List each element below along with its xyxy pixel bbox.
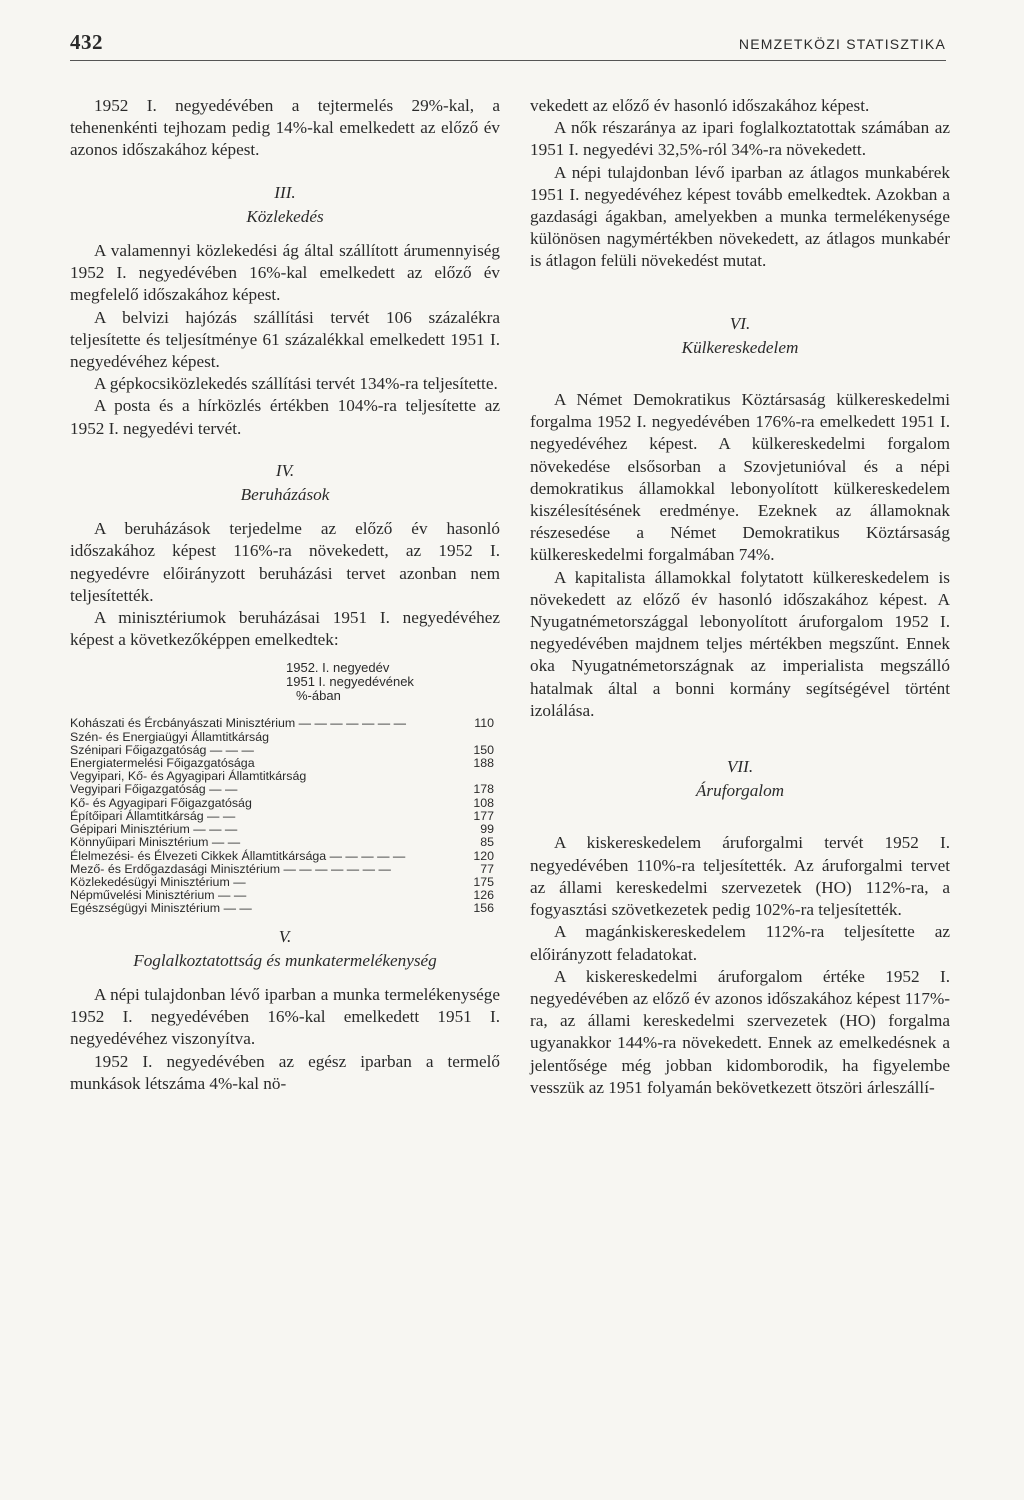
paragraph: A magánkiskereskedelem 112%-ra teljesítette az előirányzott feladatokat.: [530, 922, 950, 964]
paragraph: A nők részaránya az ipari foglalkoztatottak számában az 1951 I. negyedévi 32,5%-ról 34%-ra növekedett.: [530, 118, 950, 160]
table-row: [70, 731, 500, 744]
table-row-name: Mező- és Erdőgazdasági Minisztérium — — — — — — —: [70, 861, 391, 876]
paragraph: vekedett az előző év hasonló időszakához képest.: [530, 96, 870, 115]
paragraph: A kiskereskedelem áruforgalmi tervét 1952 I. negyedévében 110%-ra teljesítették. Az áruforgalmi tervet az állami kereskedelmi szervezetek (HO) 112%-ra, a fogyasztási szövetkezetek pedig 102%-ra teljesítették.: [530, 833, 950, 920]
paragraph: A gépkocsiközlekedés szállítási tervét 134%-ra teljesítette.: [94, 374, 498, 394]
paragraph: A valamennyi közlekedési ág által szállított árumennyiség 1952 I. negyedévében 16%-kal emelkedett az előző év megfelelő időszakához képest.: [70, 241, 500, 305]
table-row-value: 156: [473, 901, 494, 916]
paragraph: A beruházások terjedelme az előző év hasonló időszakához képest 116%-ra növekedett, az 1952 I. negyedévre előirányzott beruházási tervet azonban nem teljesítették.: [70, 519, 500, 605]
table-row: [70, 836, 500, 849]
table-row-name: Gépipari Minisztérium — — —: [70, 822, 238, 837]
section-4-number: IV.: [275, 460, 295, 480]
section-5-title: Foglalkoztatottság és munkatermelékenység: [133, 950, 437, 970]
paragraph: A Német Demokratikus Köztársaság külkereskedelmi forgalma 1952 I. negyedévében 176%-ra emelkedett 1951 I. negyedévéhez képest. A külkereskedelmi forgalom növekedése elsősorban a Szovjetunióval és a népi demokratikus államokkal lebonyolított külkereskedelem kiszélesítésének eredménye. Ezeknek az államoknak részesedése a Német Demokratikus Köztársaság külkereskedelmi forgalmában 74%.: [530, 390, 950, 565]
table-row-value: 177: [473, 808, 494, 823]
table-row: [70, 850, 500, 863]
table-header-line: 1952. I. negyedév: [286, 660, 390, 676]
section-6-number: VI.: [729, 313, 751, 333]
paragraph: 1952 I. negyedévében az egész iparban a termelő munkások létszáma 4%-kal nö-: [70, 1051, 500, 1093]
header-rule: [70, 60, 946, 61]
table-row-name: Élelmezési- és Élvezeti Cikkek Államtitkársága — — — — —: [70, 848, 406, 863]
section-7-title: Áruforgalom: [695, 781, 785, 801]
table-row-value: 120: [473, 848, 494, 863]
table-row-name: Kő- és Agyagipari Főigazgatóság: [70, 795, 252, 810]
paragraph: A népi tulajdonban lévő iparban a munka termelékenysége 1952 I. negyedévében 16%-kal emelkedett 1951 I. negyedévéhez viszonyítva.: [70, 984, 500, 1049]
paragraph: A kiskereskedelmi áruforgalom értéke 1952 I. negyedévében az előző év azonos időszakához képest 117%-ra, az állami kereskedelmi szervezetek (HO) forgalma ugyanakkor 144%-ra növekedett. Ennek az emelkedésnek a jelentősége még jobban kidomborodik, ha figyelembe vesszük az 1951 folyamán bekövetkezett ötszöri árleszállí-: [530, 966, 950, 1097]
table-row-name: Kohászati és Ércbányászati Minisztérium — — — — — — —: [70, 716, 407, 731]
table-row-value: 77: [480, 861, 494, 876]
table-row-name: Szén- és Energiaügyi Államtitkárság: [70, 729, 270, 744]
table-row: [70, 863, 500, 876]
table-row-value: 150: [473, 742, 494, 757]
table-row-value: 110: [474, 716, 494, 731]
table-row: [70, 717, 500, 730]
table-row-name: Vegyipari, Kő- és Agyagipari Államtitkárság: [70, 769, 307, 784]
table-row: [70, 797, 500, 810]
paragraph: A kapitalista államokkal folytatott külkereskedelem is növekedett az előző év hasonló időszakához képest. A Nyugatnémetországgal lebonyolított áruforgalom 1952 I. negyedévében majdnem teljes mértékben megszűnt. Ennek oka Nyugatnémetországnak az imperialista megszálló hatalmak által a bonni kormány segítségével történt izolálása.: [530, 567, 950, 720]
page-header: [70, 30, 946, 64]
table-row: [70, 783, 500, 796]
table-row-value: 85: [480, 835, 494, 850]
intro-paragraph: 1952 I. negyedévében a tejtermelés 29%-kal, a tehenenkénti tejhozam pedig 14%-kal emelkedett az előző év azonos időszakához képest.: [70, 96, 500, 160]
table-row-value: 188: [473, 756, 494, 771]
paragraph: A népi tulajdonban lévő iparban az átlagos munkabérek 1951 I. negyedévéhez képest tovább emelkedtek. Azokban a gazdasági ágakban, amelyekben a munka termelékenysége különösen nagymértékben növekedett, az átlagos munkabér is átlagon felüli növekedést mutat.: [530, 162, 950, 271]
paragraph: A posta és a hírközlés értékben 104%-ra teljesítette az 1952 I. negyedévi tervét.: [70, 396, 500, 438]
table-row-value: 126: [473, 888, 494, 903]
table-row-value: 175: [473, 874, 494, 889]
table-header: [286, 661, 500, 703]
table-row-value: 108: [473, 795, 494, 810]
table-row-name: Energiatermelési Főigazgatósága: [70, 756, 255, 771]
running-title: NEMZETKÖZI STATISZTIKA: [738, 36, 946, 52]
table-header-line: 1951 I. negyedévének: [286, 674, 414, 690]
paragraph: A minisztériumok beruházásai 1951 I. negyedévéhez képest a következőképpen emelkedtek:: [70, 608, 500, 650]
investment-table: [70, 661, 500, 915]
section-4-title: Beruházások: [240, 485, 330, 505]
table-row-name: Népművelési Minisztérium — —: [70, 888, 247, 903]
left-column: [70, 95, 500, 1095]
paragraph: A belvizi hajózás szállítási tervét 106 százalékra teljesítette és teljesítménye 61 százalékkal emelkedett 1951 I. negyedévéhez képest.: [70, 307, 500, 372]
table-row-name: Építőipari Államtitkárság — —: [70, 808, 236, 823]
section-6-title: Külkereskedelem: [681, 337, 799, 357]
table-row-name: Közlekedésügyi Minisztérium —: [70, 874, 246, 889]
section-7-number: VII.: [726, 757, 754, 777]
page-number: 432: [70, 30, 103, 54]
table-row: [70, 902, 500, 915]
table-header-line: %-ában: [296, 688, 341, 704]
section-5-number: V.: [278, 926, 292, 946]
table-row-name: Könnyűipari Minisztérium — —: [70, 835, 241, 850]
table-row-name: Szénipari Főigazgatóság — — —: [70, 742, 254, 757]
section-3-title: Közlekedés: [246, 206, 324, 226]
table-row-name: Vegyipari Főigazgatóság — —: [70, 782, 238, 797]
section-3-number: III.: [274, 182, 296, 202]
right-column: [530, 95, 950, 1099]
table-row-name: Egészségügyi Minisztérium — —: [70, 901, 252, 916]
table-row-value: 178: [473, 782, 494, 797]
table-row-value: 99: [480, 822, 494, 837]
